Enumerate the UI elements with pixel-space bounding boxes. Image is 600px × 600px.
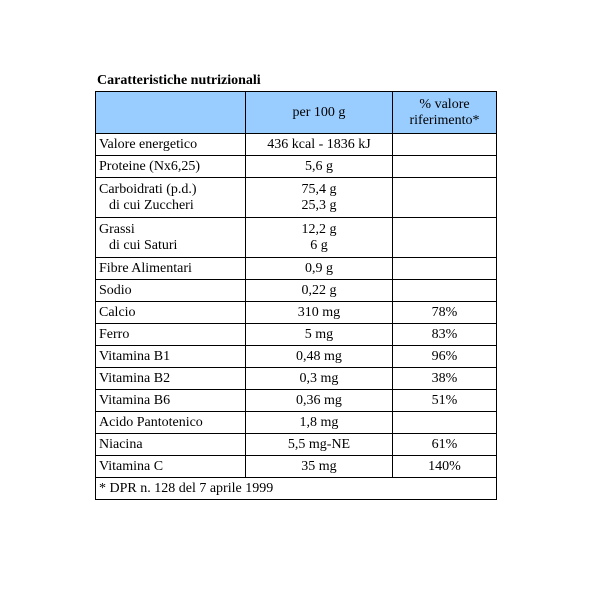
nutrient-sub-name: di cui Zuccheri [109,197,194,213]
nutrient-percent [393,178,497,218]
nutrient-value: 5 mg [246,324,393,346]
nutrient-percent [393,218,497,258]
table-row [96,280,497,302]
header-row [96,92,497,134]
nutrient-sub-name: di cui Saturi [109,237,178,253]
table-row [96,346,497,368]
table-row [96,258,497,280]
nutrient-name: Vitamina B6 [96,390,246,412]
table-title: Caratteristiche nutrizionali [97,73,261,88]
nutrient-value: 5,5 mg-NE [246,434,393,456]
nutrient-name: Carboidrati (p.d.) [99,181,197,197]
footnote-row [96,478,497,500]
nutrient-value: 35 mg [246,456,393,478]
header-reference-line1: % valore [419,96,470,112]
nutrient-name: Sodio [96,280,246,302]
footnote: * DPR n. 128 del 7 aprile 1999 [96,478,497,500]
header-per-100g: per 100 g [246,92,393,134]
nutrient-percent: 140% [393,456,497,478]
nutrient-percent: 78% [393,302,497,324]
table-row [96,368,497,390]
nutrient-percent: 83% [393,324,497,346]
nutrient-name: Acido Pantotenico [96,412,246,434]
nutrient-percent: 38% [393,368,497,390]
nutrient-percent [393,134,497,156]
header-reference-line2: riferimento* [409,112,480,128]
table-row [96,218,497,258]
nutrient-value: 0,9 g [246,258,393,280]
nutrient-percent [393,156,497,178]
nutrient-value: 0,48 mg [246,346,393,368]
nutrient-sub-value: 6 g [310,237,328,253]
table-row [96,456,497,478]
nutrient-name: Vitamina B2 [96,368,246,390]
nutrient-name: Vitamina C [96,456,246,478]
table-row [96,134,497,156]
nutrient-value: 5,6 g [246,156,393,178]
header-nutrient [96,92,246,134]
nutrient-percent [393,258,497,280]
nutrient-value: 0,3 mg [246,368,393,390]
table-row [96,390,497,412]
nutrient-name: Ferro [96,324,246,346]
nutrient-percent: 61% [393,434,497,456]
nutrient-value-cell [246,178,393,218]
nutrient-value: 1,8 mg [246,412,393,434]
nutrient-percent: 96% [393,346,497,368]
nutrient-value: 12,2 g [301,221,337,237]
nutrient-value: 436 kcal - 1836 kJ [246,134,393,156]
nutrition-table [95,91,497,500]
nutrient-name: Grassi [99,221,135,237]
nutrient-value: 75,4 g [301,181,337,197]
nutrient-name: Fibre Alimentari [96,258,246,280]
table-row [96,302,497,324]
nutrient-name-cell [96,218,246,258]
nutrient-name-cell [96,178,246,218]
table-row [96,324,497,346]
nutrient-value: 310 mg [246,302,393,324]
nutrient-sub-value: 25,3 g [301,197,337,213]
nutrient-name: Calcio [96,302,246,324]
nutrient-percent [393,280,497,302]
table-row [96,412,497,434]
nutrient-name: Niacina [96,434,246,456]
nutrient-value: 0,36 mg [246,390,393,412]
table-row [96,434,497,456]
nutrient-value: 0,22 g [246,280,393,302]
nutrient-name: Valore energetico [96,134,246,156]
header-reference-percent [393,92,497,134]
nutrient-percent: 51% [393,390,497,412]
nutrient-name: Proteine (Nx6,25) [96,156,246,178]
nutrient-name: Vitamina B1 [96,346,246,368]
nutrient-value-cell [246,218,393,258]
nutrient-percent [393,412,497,434]
table-row [96,156,497,178]
table-row [96,178,497,218]
